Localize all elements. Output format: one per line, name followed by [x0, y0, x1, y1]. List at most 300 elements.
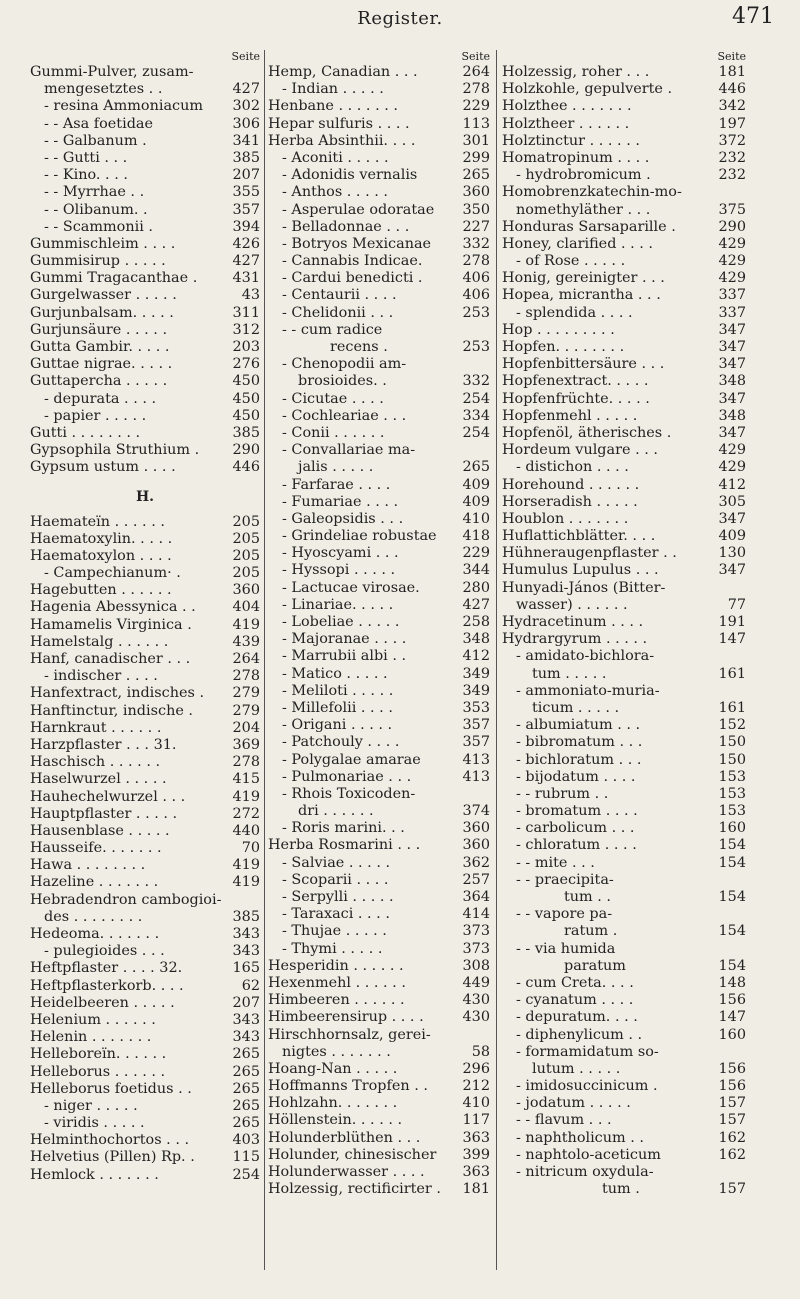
index-entry [502, 339, 746, 356]
entry-page-number: 347 [718, 424, 746, 441]
entry-term: - Meliloti . . . . . [282, 682, 394, 699]
entry-term: lutum . . . . . [532, 1060, 621, 1077]
entry-page-number: 349 [462, 665, 490, 682]
entry-page-number: 62 [241, 977, 260, 994]
entry-term: - Anthos . . . . . [282, 184, 388, 201]
entry-term: - bibromatum . . . [516, 734, 643, 751]
entry-term: Hühneraugenpflaster . . [502, 545, 677, 562]
entry-term: Hexenmehl . . . . . . [268, 974, 406, 991]
entry-page-number: 427 [232, 81, 260, 98]
index-entry [502, 373, 746, 390]
entry-page-number: 265 [462, 167, 490, 184]
entry-term: - formamidatum so- [516, 1043, 659, 1060]
entry-term: Honey, clarified . . . . [502, 235, 654, 252]
entry-page-number: 360 [232, 582, 260, 599]
entry-term: tum . . . . . [532, 665, 607, 682]
index-entry [30, 305, 260, 322]
entry-term: - Grindeliae robustae [282, 528, 437, 545]
entry-term: Honduras Sarsaparille . [502, 218, 676, 235]
index-entry [268, 373, 490, 390]
entry-page-number: 450 [232, 390, 260, 407]
entry-term: - papier . . . . . [44, 407, 147, 424]
index-entry [268, 1027, 490, 1044]
entry-page-number: 419 [232, 616, 260, 633]
index-entry [30, 184, 260, 201]
entry-term: tum . [602, 1181, 640, 1198]
index-entry [30, 1012, 260, 1029]
index-entry [30, 531, 260, 548]
entry-page-number: 162 [718, 1146, 746, 1163]
index-entry [502, 270, 746, 287]
index-entry [502, 786, 746, 803]
entry-page-number: 403 [232, 1132, 260, 1149]
index-entry [502, 253, 746, 270]
entry-term: - Matico . . . . . [282, 665, 388, 682]
index-entry [30, 116, 260, 133]
entry-term: Holzessig, rectificirter . [268, 1181, 441, 1198]
entry-page-number: 360 [462, 837, 490, 854]
entry-term: - - vapore pa- [516, 906, 613, 923]
index-entry [268, 683, 490, 700]
index-entry [268, 614, 490, 631]
entry-page-number: 154 [718, 854, 746, 871]
entry-term: Gummi-Pulver, zusam- [30, 64, 194, 80]
entry-page-number: 419 [232, 874, 260, 891]
index-entry [502, 666, 746, 683]
entry-term: Hydracetinum . . . . [502, 614, 644, 630]
entry-term: - - Myrrhae . . [44, 184, 145, 201]
entry-term: Hop . . . . . . . . . [502, 321, 615, 338]
entry-page-number: 399 [462, 1146, 490, 1163]
index-entry [268, 442, 490, 459]
entry-term: Hauptpflaster . . . . . [30, 805, 178, 822]
entry-page-number: 265 [232, 1046, 260, 1063]
index-entry [30, 874, 260, 891]
entry-page-number: 419 [232, 857, 260, 874]
entry-page-number: 446 [718, 81, 746, 98]
entry-page-number: 203 [232, 339, 260, 355]
index-entry [268, 562, 490, 579]
entry-term: nomethyläther . . . [516, 201, 651, 218]
index-entry [30, 943, 260, 960]
entry-term: Haematoxylon . . . . [30, 547, 172, 564]
entry-term: - ammoniato-muria- [516, 682, 660, 699]
entry-term: Holzthee . . . . . . . [502, 98, 632, 115]
entry-page-number: 278 [232, 668, 260, 685]
entry-page-number: 227 [462, 218, 490, 235]
index-entry [30, 373, 260, 390]
entry-term: - Asperulae odoratae [282, 201, 435, 218]
entry-page-number: 347 [718, 356, 746, 373]
entry-page-number: 113 [462, 115, 490, 132]
entry-page-number: 312 [232, 321, 260, 338]
entry-page-number: 305 [718, 493, 746, 510]
index-entry [502, 116, 746, 133]
index-column-2 [268, 50, 490, 1198]
entry-term: Hordeum vulgare . . . [502, 442, 658, 459]
entry-page-number [460, 322, 490, 339]
entry-page-number: 332 [462, 235, 490, 252]
entry-page-number [716, 580, 746, 597]
index-entry [30, 857, 260, 874]
entry-page-number: 265 [462, 459, 490, 476]
entry-term: Herba Rosmarini . . . [268, 837, 421, 854]
entry-page-number: 205 [232, 530, 260, 547]
index-column-1 [30, 50, 260, 1184]
entry-term: - chloratum . . . . [516, 837, 637, 854]
entry-term: Heftpflaster . . . . 32. [30, 960, 183, 977]
index-entry [268, 1061, 490, 1078]
entry-page-number: 165 [232, 960, 260, 977]
index-entry [30, 1081, 260, 1098]
entry-term: Harzpflaster . . . 31. [30, 736, 177, 753]
entry-term: Hanfextract, indisches . [30, 685, 205, 702]
entry-page-number: 265 [232, 1097, 260, 1114]
index-entry [268, 769, 490, 786]
entry-page-number: 254 [232, 1166, 260, 1183]
index-entry [268, 597, 490, 614]
entry-page-number: 450 [232, 373, 260, 390]
index-entry [268, 81, 490, 98]
index-entry [502, 872, 746, 889]
index-entry [268, 1009, 490, 1026]
index-entry [268, 64, 490, 81]
index-entry [30, 754, 260, 771]
entry-page-number: 413 [462, 751, 490, 768]
entry-page-number: 154 [718, 837, 746, 854]
entry-page-number: 348 [462, 631, 490, 648]
entry-page-number: 157 [718, 1095, 746, 1112]
entry-term: - albumiatum . . . [516, 717, 641, 734]
entry-page-number: 311 [232, 304, 260, 321]
entry-page-number: 369 [232, 736, 260, 753]
index-entry [30, 582, 260, 599]
index-entry [502, 408, 746, 425]
entry-page-number: 418 [462, 528, 490, 545]
entry-term: Holzessig, roher . . . [502, 64, 650, 80]
index-entry [268, 752, 490, 769]
entry-term: Hawa . . . . . . . . [30, 857, 146, 874]
entry-term: Gurgelwasser . . . . . [30, 287, 177, 304]
index-entry [268, 339, 490, 356]
index-entry [502, 923, 746, 940]
index-entry [502, 1061, 746, 1078]
entry-page-number: 229 [462, 545, 490, 562]
entry-term: - - praecipita- [516, 871, 614, 888]
index-entry [268, 975, 490, 992]
entry-term: - - Galbanum . [44, 132, 147, 149]
index-entry [502, 219, 746, 236]
index-entry [268, 236, 490, 253]
index-entry [268, 1078, 490, 1095]
entry-term: Helleborus . . . . . . [30, 1063, 166, 1080]
entry-page-number: 348 [718, 373, 746, 390]
entry-page-number: 150 [718, 751, 746, 768]
entry-page-number: 334 [462, 407, 490, 424]
entry-page-number: 360 [462, 184, 490, 201]
index-entry [30, 668, 260, 685]
index-entry [30, 98, 260, 115]
entry-term: Guttapercha . . . . . [30, 373, 168, 390]
entry-term: Holztheer . . . . . . [502, 115, 630, 132]
entry-page-number: 440 [232, 822, 260, 839]
index-entry [268, 391, 490, 408]
column-divider-2 [496, 50, 497, 1270]
entry-page-number: 347 [718, 321, 746, 338]
entry-term: Hopea, micrantha . . . [502, 287, 661, 304]
entry-page-number: 272 [232, 805, 260, 822]
index-entry [268, 872, 490, 889]
index-entry [502, 494, 746, 511]
entry-page-number: 426 [232, 235, 260, 252]
entry-page-number: 301 [462, 132, 490, 149]
index-entry [502, 1112, 746, 1129]
index-entry [30, 133, 260, 150]
entry-term: - Aconiti . . . . . [282, 149, 389, 166]
entry-term: - bijodatum . . . . [516, 768, 636, 785]
entry-term: Hopfenöl, ätherisches . [502, 424, 672, 441]
index-entry [30, 459, 260, 476]
entry-term: - Pulmonariae . . . [282, 768, 412, 785]
entry-page-number: 373 [462, 923, 490, 940]
section-heading: H. [135, 488, 155, 505]
entry-term: Haselwurzel . . . . . [30, 771, 167, 788]
entry-term: Horseradish . . . . . [502, 493, 638, 510]
entry-term: Hepar sulfuris . . . . [268, 115, 410, 132]
index-entry [502, 614, 746, 631]
entry-page-number: 375 [718, 201, 746, 218]
entry-term: - Chelidonii . . . [282, 304, 394, 321]
entry-page-number: 412 [718, 476, 746, 493]
index-entry [30, 167, 260, 184]
entry-page-number: 306 [232, 115, 260, 132]
entry-page-number: 205 [232, 565, 260, 582]
index-entry [502, 975, 746, 992]
entry-page-number: 374 [462, 803, 490, 820]
entry-term: Hamelstalg . . . . . . [30, 633, 169, 650]
entry-term: - indischer . . . . [44, 668, 158, 685]
entry-page-number: 431 [232, 270, 260, 287]
index-entry [502, 1009, 746, 1026]
entry-term: des . . . . . . . . [44, 908, 143, 925]
entry-term: jalis . . . . . [298, 459, 374, 476]
entry-page-number: 302 [232, 98, 260, 115]
index-entry [268, 1181, 490, 1198]
entry-term: - Millefolii . . . . [282, 699, 393, 716]
index-entry [502, 820, 746, 837]
entry-term: Hausenblase . . . . . [30, 822, 170, 839]
entry-term: - Polygalae amarae [282, 751, 421, 768]
entry-term: Horehound . . . . . . [502, 476, 640, 493]
index-entry [30, 391, 260, 408]
index-entry [502, 855, 746, 872]
index-entry [30, 253, 260, 270]
entry-term: - - cum radice [282, 321, 383, 338]
index-entry [30, 270, 260, 287]
entry-term: - Chenopodii am- [282, 356, 407, 373]
index-entry [30, 425, 260, 442]
entry-page-number: 130 [718, 545, 746, 562]
entry-term: - Serpylli . . . . . [282, 889, 394, 905]
index-entry [502, 992, 746, 1009]
seite-label: Seite [231, 50, 260, 63]
entry-page-number: 363 [462, 1164, 490, 1180]
entry-term: - Hyoscyami . . . [282, 545, 399, 562]
index-entry [502, 150, 746, 167]
index-entry [30, 339, 260, 356]
entry-term: - Scoparii . . . . [282, 871, 389, 888]
entry-term: Huflattichblätter. . . . [502, 528, 656, 545]
entry-term: Hebradendron cambogioi- [30, 891, 222, 908]
entry-term: - Rhois Toxicoden- [282, 785, 416, 802]
entry-term: Hoang-Nan . . . . . [268, 1060, 398, 1077]
index-entry [30, 806, 260, 823]
entry-page-number: 355 [232, 184, 260, 201]
index-entry [502, 803, 746, 820]
index-entry [502, 184, 746, 201]
index-entry [268, 133, 490, 150]
index-entry [268, 803, 490, 820]
entry-term: - naphtolo-aceticum [516, 1146, 661, 1163]
entry-page-number: 385 [232, 424, 260, 441]
entry-term: - of Rose . . . . . [516, 253, 626, 270]
entry-page-number: 363 [462, 1129, 490, 1146]
entry-term: - Campechianum· . [44, 565, 181, 582]
entry-term: ratum . [564, 923, 618, 940]
index-entry [502, 1095, 746, 1112]
entry-page-number [716, 683, 746, 700]
index-entry [30, 978, 260, 995]
index-entry [30, 926, 260, 943]
entry-term: - carbolicum . . . [516, 820, 635, 837]
entry-page-number: 157 [718, 1112, 746, 1129]
index-entry [502, 889, 746, 906]
index-entry [268, 494, 490, 511]
entry-page-number: 232 [718, 149, 746, 166]
entry-page-number: 362 [462, 854, 490, 871]
entry-page-number: 404 [232, 599, 260, 616]
index-entry [268, 855, 490, 872]
index-entry [30, 892, 260, 909]
entry-term: - cum Creta. . . . [516, 974, 634, 991]
index-entry [30, 548, 260, 565]
entry-term: Hopfenextract. . . . . [502, 373, 649, 390]
entry-term: - diphenylicum . . [516, 1026, 643, 1043]
index-entry [30, 565, 260, 582]
index-entry [502, 597, 746, 614]
entry-term: - Conii . . . . . . [282, 424, 385, 441]
index-entry [268, 906, 490, 923]
entry-page-number: 197 [718, 115, 746, 132]
index-entry [30, 840, 260, 857]
entry-page-number: 337 [718, 287, 746, 304]
entry-page-number: 290 [232, 442, 260, 459]
entry-term: - Cannabis Indicae. [282, 253, 423, 270]
entry-term: Gypsum ustum . . . . [30, 459, 176, 476]
entry-page-number: 70 [241, 840, 260, 857]
index-entry [502, 202, 746, 219]
entry-term: Heidelbeeren . . . . . [30, 994, 175, 1011]
entry-term: - - Kino. . . . [44, 167, 128, 184]
index-entry [502, 769, 746, 786]
entry-page-number: 337 [718, 304, 746, 321]
entry-term: - jodatum . . . . . [516, 1095, 631, 1112]
index-entry [502, 545, 746, 562]
entry-page-number: 385 [232, 149, 260, 166]
entry-term: - Galeopsidis . . . [282, 510, 404, 527]
entry-term: Harnkraut . . . . . . [30, 719, 162, 736]
index-entry [30, 356, 260, 373]
entry-term: - Fumariae . . . . [282, 493, 399, 510]
entry-term: - bichloratum . . . [516, 751, 642, 768]
entry-page-number: 156 [718, 1078, 746, 1095]
entry-term: - niger . . . . . [44, 1097, 138, 1114]
entry-term: Hopfenfrüchte. . . . . [502, 390, 650, 407]
entry-page-number: 360 [462, 820, 490, 837]
entry-term: - Patchouly . . . . [282, 734, 400, 751]
entry-page-number: 429 [718, 270, 746, 287]
entry-page-number: 77 [727, 596, 746, 613]
index-entry [268, 820, 490, 837]
entry-page-number: 413 [462, 768, 490, 785]
index-entry [268, 305, 490, 322]
index-entry [502, 1044, 746, 1061]
entry-page-number: 204 [232, 719, 260, 736]
entry-term: Haematoxylin. . . . . [30, 530, 173, 547]
entry-term: - - Olibanum. . [44, 201, 148, 218]
entry-page-number: 264 [462, 64, 490, 80]
entry-term: - hydrobromicum . [516, 167, 651, 184]
entry-page-number [716, 872, 746, 889]
entry-term: - - Asa foetidae [44, 115, 154, 132]
index-entry [268, 167, 490, 184]
index-entry [268, 700, 490, 717]
entry-term: - Adonidis vernalis [282, 167, 418, 184]
index-entry [502, 1181, 746, 1198]
index-entry [268, 287, 490, 304]
entry-page-number: 147 [718, 631, 746, 648]
entry-term: Himbeeren . . . . . . [268, 992, 405, 1009]
index-entry [502, 683, 746, 700]
entry-page-number: 357 [232, 201, 260, 218]
index-entry [30, 1149, 260, 1166]
index-entry [502, 906, 746, 923]
entry-page-number [230, 892, 260, 909]
entry-page-number: 153 [718, 803, 746, 820]
entry-page-number: 253 [462, 304, 490, 321]
index-entry [30, 236, 260, 253]
index-entry [268, 1095, 490, 1112]
entry-page-number: 344 [462, 562, 490, 579]
entry-page-number: 181 [718, 64, 746, 80]
index-entry [502, 717, 746, 734]
entry-page-number: 357 [462, 717, 490, 734]
entry-term: - - flavum . . . [516, 1112, 612, 1129]
entry-term: - resina Ammoniacum [44, 98, 204, 115]
seite-label: Seite [461, 50, 490, 63]
entry-page-number: 394 [232, 218, 260, 235]
index-entry [502, 958, 746, 975]
index-entry [268, 717, 490, 734]
index-entry [502, 81, 746, 98]
index-column-3 [502, 50, 746, 1198]
entry-page-number: 154 [718, 923, 746, 940]
entry-term: Henbane . . . . . . . [268, 98, 398, 115]
index-entry [30, 514, 260, 531]
entry-term: Hirschhornsalz, gerei- [268, 1026, 431, 1043]
entry-term: Haschisch . . . . . . [30, 754, 161, 771]
entry-term: Himbeerensirup . . . . [268, 1009, 424, 1026]
